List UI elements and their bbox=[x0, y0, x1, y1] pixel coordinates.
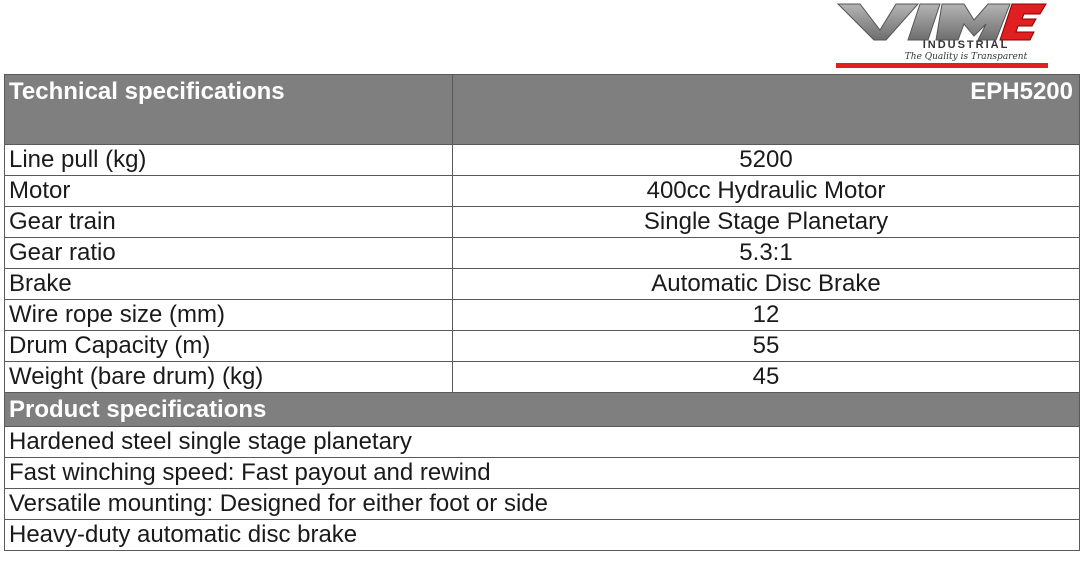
spec-value: 12 bbox=[453, 300, 1080, 331]
tech-spec-title: Technical specifications bbox=[5, 75, 453, 145]
spec-label: Brake bbox=[5, 269, 453, 300]
spec-label: Line pull (kg) bbox=[5, 145, 453, 176]
spec-value: 5200 bbox=[453, 145, 1080, 176]
spec-value: 55 bbox=[453, 331, 1080, 362]
spec-header-row bbox=[5, 75, 1080, 145]
table-row bbox=[5, 362, 1080, 393]
logo-tagline-text: The Quality is Transparent bbox=[904, 52, 1028, 62]
table-row bbox=[5, 331, 1080, 362]
table-row bbox=[5, 489, 1080, 520]
table-row bbox=[5, 176, 1080, 207]
table-row bbox=[5, 207, 1080, 238]
spec-value: Single Stage Planetary bbox=[453, 207, 1080, 238]
spec-label: Wire rope size (mm) bbox=[5, 300, 453, 331]
product-feature: Versatile mounting: Designed for either foot or side bbox=[5, 489, 1080, 520]
product-feature: Fast winching speed: Fast payout and rewind bbox=[5, 458, 1080, 489]
product-feature: Heavy-duty automatic disc brake bbox=[5, 520, 1080, 551]
product-spec-header-row bbox=[5, 393, 1080, 427]
spec-value: 5.3:1 bbox=[453, 238, 1080, 269]
product-feature: Hardened steel single stage planetary bbox=[5, 427, 1080, 458]
table-row bbox=[5, 269, 1080, 300]
spec-label: Drum Capacity (m) bbox=[5, 331, 453, 362]
spec-value: 400cc Hydraulic Motor bbox=[453, 176, 1080, 207]
table-row bbox=[5, 458, 1080, 489]
spec-label: Gear train bbox=[5, 207, 453, 238]
spec-table bbox=[4, 74, 1080, 551]
spec-value: 45 bbox=[453, 362, 1080, 393]
table-row bbox=[5, 300, 1080, 331]
logo-industrial-text: INDUSTRIAL bbox=[922, 39, 1010, 51]
spec-label: Motor bbox=[5, 176, 453, 207]
spec-label: Weight (bare drum) (kg) bbox=[5, 362, 453, 393]
table-row bbox=[5, 520, 1080, 551]
spec-label: Gear ratio bbox=[5, 238, 453, 269]
spec-value: Automatic Disc Brake bbox=[453, 269, 1080, 300]
table-row bbox=[5, 145, 1080, 176]
model-name: EPH5200 bbox=[453, 75, 1080, 145]
vime-logo bbox=[836, 2, 1048, 68]
table-row bbox=[5, 238, 1080, 269]
product-spec-title: Product specifications bbox=[5, 393, 1080, 427]
table-row bbox=[5, 427, 1080, 458]
